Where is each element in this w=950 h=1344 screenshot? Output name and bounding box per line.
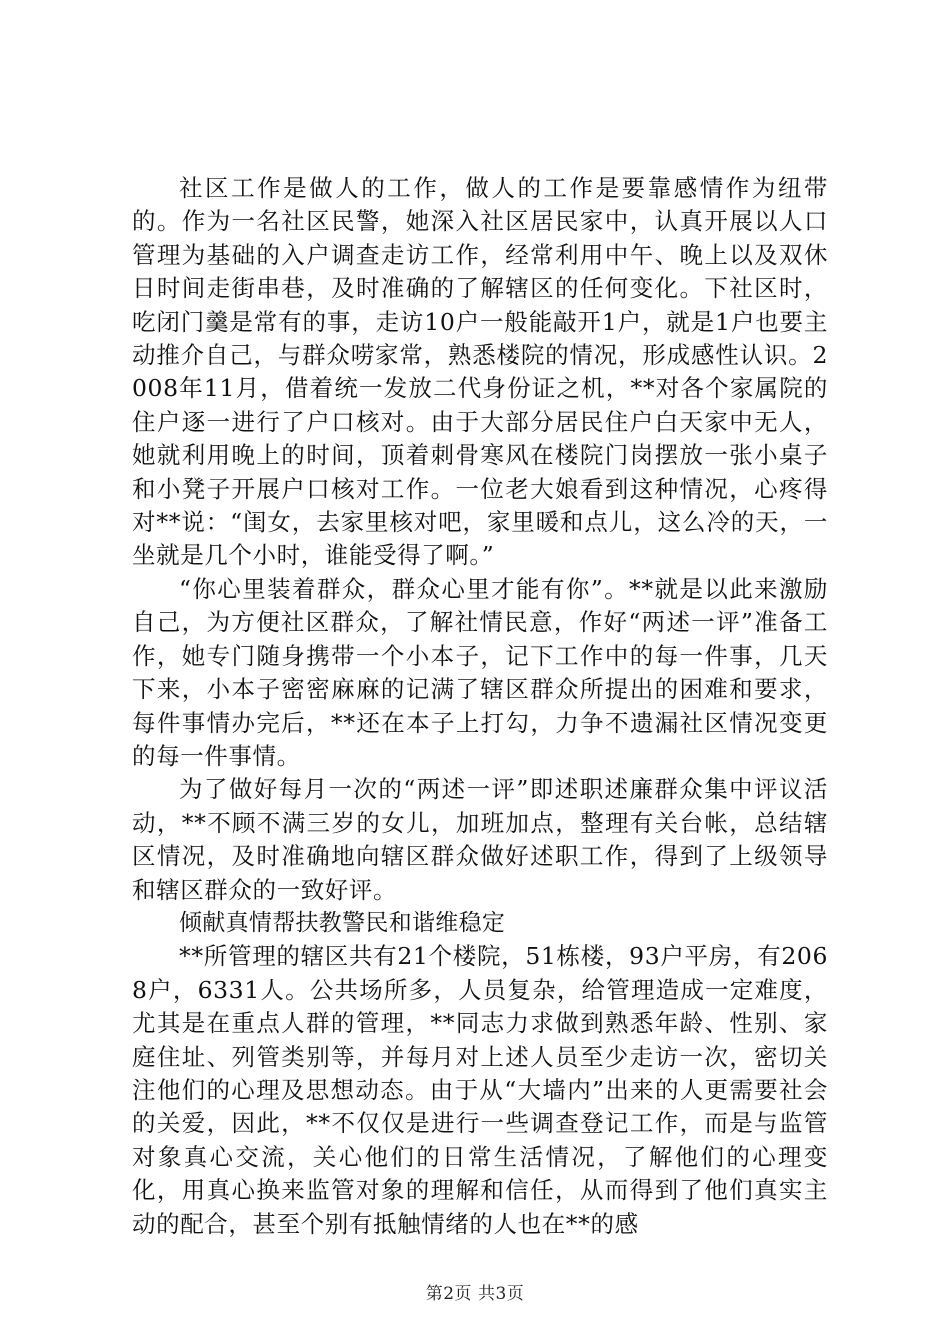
paragraph-notebook: “你心里装着群众，群众心里才能有你”。**就是以此来激励自己，为方便社区群众，了解社情民意，作好“两述一评”准备工作，她专门随身携带一个小本子，记下工作中的每一件事，几天下来，小本子密密麻麻的记满了辖区群众所提出的困难和要求，每件事情办完后，**还在本子上打勾，力争不遗漏社区情况变更的每一件事情。 <box>132 574 828 770</box>
document-body <box>132 172 828 1241</box>
section-subheading: 倾献真情帮扶教警民和谐维稳定 <box>179 909 506 936</box>
paragraph-review-activity: 为了做好每月一次的“两述一评”即述职述廉群众集中评议活动，**不顾不满三岁的女儿，加班加点，整理有关台帐，总结辖区情况，及时准确地向辖区群众做好述职工作，得到了上级领导和辖区群众的一致好评。 <box>132 775 828 904</box>
paragraph-jurisdiction: **所管理的辖区共有21个楼院，51栋楼，93户平房，有2068户，6331人。公共场所多，人员复杂，给管理造成一定难度，尤其是在重点人群的管理，**同志力求做到熟悉年龄、性别、家庭住址、列管类别等，并每月对上述人员至少走访一次，密切关注他们的心理及思想动态。由于从“大墙内”出来的人更需要社会的关爱，因此，**不仅仅是进行一些调查登记工作，而是与监管对象真心交流，关心他们的日常生活情况，了解他们的心理变化，用真心换来监管对象的理解和信任，从而得到了他们真实主动的配合，甚至个别有抵触情绪的人也在**的感 <box>132 942 828 1238</box>
page-number-footer: 第2页 共3页 <box>425 1284 525 1304</box>
paragraph-community-work: 社区工作是做人的工作，做人的工作是要靠感情作为纽带的。作为一名社区民警，她深入社区居民家中，认真开展以人口管理为基础的入户调查走访工作，经常利用中午、晚上以及双休日时间走街串巷，及时准确的了解辖区的任何变化。下社区时，吃闭门羹是常有的事，走访10户一般能敲开1户，就是1户也要主动推介自己，与群众唠家常，熟悉楼院的情况，形成感性认识。2008年11月，借着统一发放二代身份证之机，**对各个家属院的住户逐一进行了户口核对。由于大部分居民住户白天家中无人，她就利用晚上的时间，顶着刺骨寒风在楼院门岗摆放一张小桌子和小凳子开展户口核对工作。一位老大娘看到这种情况，心疼得对**说：“闺女，去家里核对吧，家里暖和点儿，这么冷的天，一坐就是几个小时，谁能受得了啊。” <box>132 174 828 570</box>
